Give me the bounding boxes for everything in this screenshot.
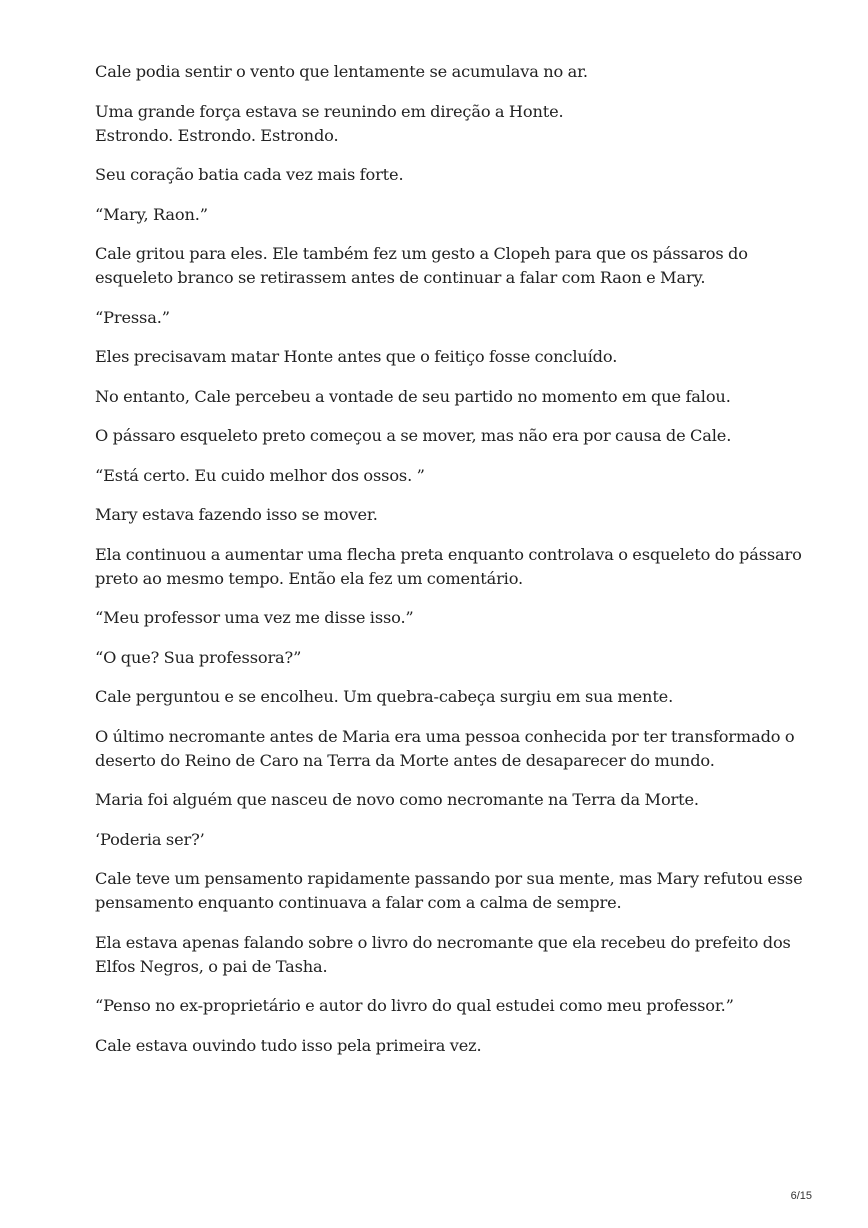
text-line: “Penso no ex-proprietário e autor do livro do qual estudei como meu professor.” (95, 996, 734, 1015)
paragraph-13 (95, 606, 785, 630)
text-line: Estrondo. Estrondo. Estrondo. (95, 125, 339, 145)
text-line: Uma grande força estava se reunindo em direção a Honte. (95, 101, 564, 121)
text-line: Elfos Negros, o pai de Tasha. (95, 956, 328, 976)
paragraph-16 (95, 725, 795, 773)
text-line: “O que? Sua professora?” (95, 647, 302, 667)
text-line: pensamento enquanto continuava a falar com a calma de sempre. (95, 893, 622, 912)
paragraph-15 (95, 685, 785, 709)
paragraph-7 (95, 345, 785, 369)
paragraph-17 (95, 788, 785, 812)
text-line: O último necromante antes de Maria era uma pessoa conhecida por ter transformado o (95, 726, 795, 746)
paragraph-4 (95, 203, 785, 227)
paragraph-9 (95, 424, 785, 448)
text-line: “Mary, Raon.” (95, 204, 208, 224)
text-line: “Pressa.” (95, 307, 170, 327)
page-number: 6/15 (790, 1190, 812, 1202)
text-line: ‘Poderia ser?’ (95, 829, 205, 849)
paragraph-1 (95, 60, 785, 84)
paragraph-5 (95, 242, 785, 290)
text-line: Maria foi alguém que nasceu de novo como necromante na Terra da Morte. (95, 790, 699, 809)
text-line: “Está certo. Eu cuido melhor dos ossos. ” (95, 465, 425, 485)
text-line: Cale gritou para eles. Ele também fez um gesto a Clopeh para que os pássaros do (95, 244, 748, 263)
document-body (95, 60, 803, 1073)
text-line: esqueleto branco se retirassem antes de continuar a falar com Raon e Mary. (95, 268, 706, 287)
text-line: preto ao mesmo tempo. Então ela fez um comentário. (95, 568, 523, 588)
text-line: No entanto, Cale percebeu a vontade de seu partido no momento em que falou. (95, 386, 731, 406)
paragraph-19 (95, 867, 803, 915)
text-line: Cale teve um pensamento rapidamente passando por sua mente, mas Mary refutou esse (95, 869, 803, 888)
paragraph-10 (95, 464, 785, 488)
text-line: Eles precisavam matar Honte antes que o feitiço fosse concluído. (95, 347, 618, 366)
paragraph-8 (95, 385, 785, 409)
text-line: O pássaro esqueleto preto começou a se mover, mas não era por causa de Cale. (95, 426, 732, 445)
paragraph-6 (95, 306, 785, 330)
paragraph-3 (95, 163, 785, 187)
text-line: Cale estava ouvindo tudo isso pela primeira vez. (95, 1035, 482, 1055)
text-line: “Meu professor uma vez me disse isso.” (95, 608, 414, 627)
paragraph-11 (95, 503, 785, 527)
text-line: Ela estava apenas falando sobre o livro do necromante que ela recebeu do prefeito dos (95, 932, 791, 952)
text-line: Cale perguntou e se encolheu. Um quebra-cabeça surgiu em sua mente. (95, 687, 674, 706)
paragraph-21 (95, 994, 785, 1018)
text-line: Ela continuou a aumentar uma flecha preta enquanto controlava o esqueleto do pássaro (95, 544, 802, 564)
text-line: Cale podia sentir o vento que lentamente se acumulava no ar. (95, 62, 588, 81)
paragraph-18 (95, 828, 785, 852)
text-line: Mary estava fazendo isso se mover. (95, 505, 378, 524)
text-line: Seu coração batia cada vez mais forte. (95, 165, 404, 184)
paragraph-22 (95, 1034, 785, 1058)
paragraph-20 (95, 931, 791, 979)
paragraph-12 (95, 543, 802, 591)
paragraph-2 (95, 100, 785, 148)
text-line: deserto do Reino de Caro na Terra da Morte antes de desaparecer do mundo. (95, 750, 715, 770)
paragraph-14 (95, 646, 785, 670)
